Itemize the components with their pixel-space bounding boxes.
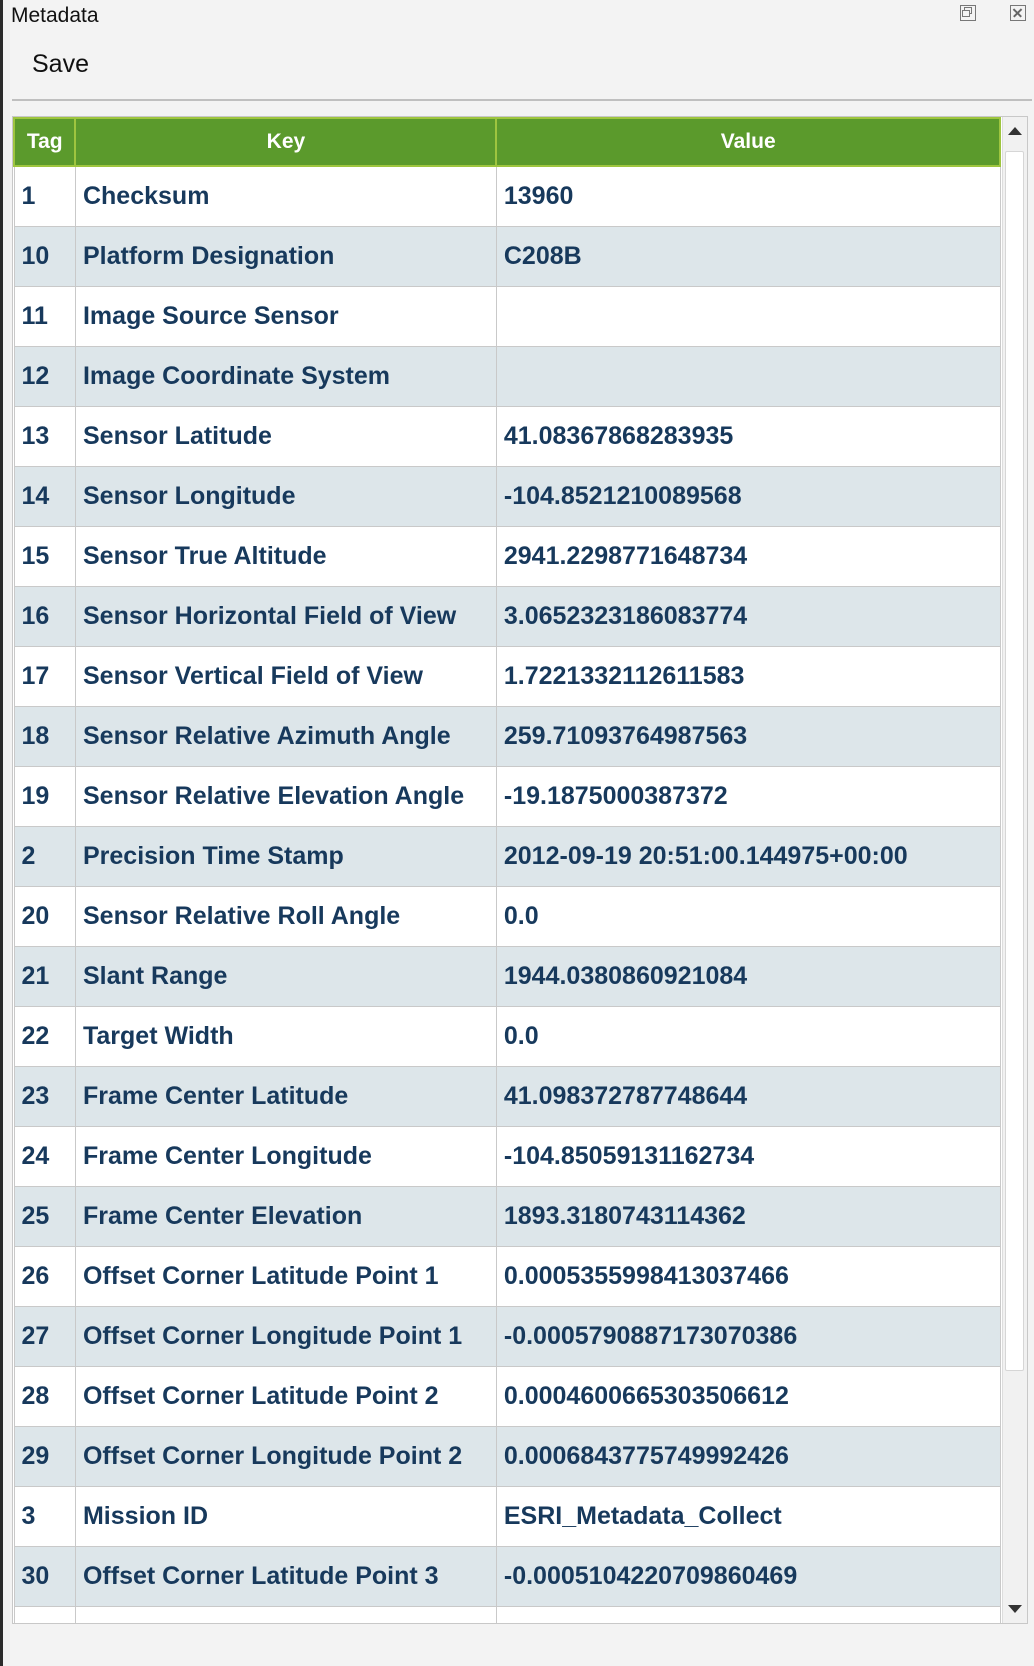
cell-key[interactable]: Sensor Latitude: [75, 407, 496, 467]
cell-key[interactable]: Mission ID: [75, 1487, 496, 1547]
cell-tag[interactable]: 3: [14, 1487, 75, 1547]
cell-value[interactable]: C208B: [496, 227, 1000, 287]
cell-tag[interactable]: 18: [14, 707, 75, 767]
column-header-key[interactable]: Key: [75, 118, 496, 166]
cell-value[interactable]: 0.0005355998413037466: [496, 1247, 1000, 1307]
cell-tag[interactable]: 26: [14, 1247, 75, 1307]
cell-tag[interactable]: 22: [14, 1007, 75, 1067]
window-left-edge: [0, 0, 3, 1666]
table-row[interactable]: [14, 1067, 1000, 1127]
metadata-table: [13, 117, 1001, 1624]
title-bar: [3, 0, 1034, 32]
cell-tag[interactable]: 25: [14, 1187, 75, 1247]
table-row[interactable]: [14, 887, 1000, 947]
cell-key[interactable]: Offset Corner Longitude Point 2: [75, 1427, 496, 1487]
table-row[interactable]: [14, 587, 1000, 647]
table-row[interactable]: [14, 827, 1000, 887]
cell-key[interactable]: Checksum: [75, 166, 496, 227]
table-row[interactable]: [14, 1427, 1000, 1487]
cell-key[interactable]: Precision Time Stamp: [75, 827, 496, 887]
table-row[interactable]: [14, 767, 1000, 827]
cell-key[interactable]: Sensor Relative Roll Angle: [75, 887, 496, 947]
table-header-row: [14, 118, 1000, 166]
cell-key[interactable]: Sensor Longitude: [75, 467, 496, 527]
cell-tag[interactable]: 16: [14, 587, 75, 647]
cell-key[interactable]: Slant Range: [75, 947, 496, 1007]
cell-value[interactable]: 0.0004600665303506612: [496, 1367, 1000, 1427]
table-row[interactable]: [14, 347, 1000, 407]
cell-value[interactable]: -0.0005104220709860469: [496, 1547, 1000, 1607]
table-row[interactable]: [14, 707, 1000, 767]
cell-value[interactable]: 2012-09-19 20:51:00.144975+00:00: [496, 827, 1000, 887]
table-row[interactable]: [14, 647, 1000, 707]
cell-tag[interactable]: 1: [14, 166, 75, 227]
table-row[interactable]: [14, 947, 1000, 1007]
cell-key[interactable]: Sensor Relative Azimuth Angle: [75, 707, 496, 767]
table-row[interactable]: [14, 1487, 1000, 1547]
cell-tag[interactable]: 11: [14, 287, 75, 347]
cell-value[interactable]: 41.08367868283935: [496, 407, 1000, 467]
cell-value[interactable]: 1944.0380860921084: [496, 947, 1000, 1007]
cell-tag[interactable]: 21: [14, 947, 75, 1007]
cell-value[interactable]: [496, 287, 1000, 347]
cell-key[interactable]: Image Source Sensor: [75, 287, 496, 347]
cell-key[interactable]: Sensor Vertical Field of View: [75, 647, 496, 707]
cell-key[interactable]: Frame Center Longitude: [75, 1127, 496, 1187]
cell-tag[interactable]: 15: [14, 527, 75, 587]
cell-value[interactable]: -104.8521210089568: [496, 467, 1000, 527]
restore-window-icon[interactable]: [960, 5, 976, 21]
table-row[interactable]: [14, 1127, 1000, 1187]
cell-value[interactable]: 3.0652323186083774: [496, 587, 1000, 647]
scroll-up-icon[interactable]: [1008, 127, 1022, 135]
table-row[interactable]: [14, 1607, 1000, 1625]
table-row[interactable]: [14, 1247, 1000, 1307]
table-row[interactable]: [14, 1187, 1000, 1247]
save-button[interactable]: Save: [32, 50, 89, 78]
cell-tag[interactable]: 27: [14, 1307, 75, 1367]
cell-value[interactable]: [496, 1607, 1000, 1625]
scrollbar-thumb[interactable]: [1005, 151, 1024, 1371]
table-row[interactable]: [14, 227, 1000, 287]
table-row[interactable]: [14, 287, 1000, 347]
table-row[interactable]: [14, 1367, 1000, 1427]
window-title: Metadata: [11, 4, 99, 27]
cell-tag[interactable]: 13: [14, 407, 75, 467]
cell-tag[interactable]: 24: [14, 1127, 75, 1187]
cell-key[interactable]: Offset Corner Latitude Point 1: [75, 1247, 496, 1307]
cell-tag[interactable]: 23: [14, 1067, 75, 1127]
cell-value[interactable]: [496, 347, 1000, 407]
cell-tag[interactable]: 20: [14, 887, 75, 947]
scroll-down-icon[interactable]: [1008, 1605, 1022, 1613]
cell-tag[interactable]: 2: [14, 827, 75, 887]
cell-value[interactable]: -19.1875000387372: [496, 767, 1000, 827]
cell-key[interactable]: Sensor True Altitude: [75, 527, 496, 587]
cell-tag[interactable]: 17: [14, 647, 75, 707]
cell-key[interactable]: [75, 1607, 496, 1625]
cell-value[interactable]: 0.0006843775749992426: [496, 1427, 1000, 1487]
cell-key[interactable]: Platform Designation: [75, 227, 496, 287]
cell-value[interactable]: 1893.3180743114362: [496, 1187, 1000, 1247]
toolbar-divider: [12, 99, 1032, 101]
cell-tag[interactable]: [14, 1607, 75, 1625]
cell-value[interactable]: 0.0: [496, 887, 1000, 947]
cell-tag[interactable]: 19: [14, 767, 75, 827]
cell-key[interactable]: Offset Corner Latitude Point 2: [75, 1367, 496, 1427]
cell-tag[interactable]: 14: [14, 467, 75, 527]
cell-value[interactable]: -0.0005790887173070386: [496, 1307, 1000, 1367]
table-row[interactable]: [14, 527, 1000, 587]
cell-key[interactable]: Sensor Horizontal Field of View: [75, 587, 496, 647]
cell-value[interactable]: 2941.2298771648734: [496, 527, 1000, 587]
cell-value[interactable]: 13960: [496, 166, 1000, 227]
vertical-scrollbar[interactable]: [1002, 117, 1027, 1623]
cell-value[interactable]: 259.71093764987563: [496, 707, 1000, 767]
close-window-icon[interactable]: [1010, 5, 1026, 21]
cell-value[interactable]: 0.0: [496, 1007, 1000, 1067]
cell-key[interactable]: Frame Center Latitude: [75, 1067, 496, 1127]
cell-tag[interactable]: 10: [14, 227, 75, 287]
cell-tag[interactable]: 29: [14, 1427, 75, 1487]
cell-value[interactable]: 41.098372787748644: [496, 1067, 1000, 1127]
column-header-tag[interactable]: Tag: [14, 118, 75, 166]
cell-value[interactable]: 1.7221332112611583: [496, 647, 1000, 707]
column-header-value[interactable]: Value: [496, 118, 1000, 166]
table-row[interactable]: [14, 407, 1000, 467]
cell-value[interactable]: -104.85059131162734: [496, 1127, 1000, 1187]
table-row[interactable]: [14, 467, 1000, 527]
cell-tag[interactable]: 30: [14, 1547, 75, 1607]
cell-tag[interactable]: 28: [14, 1367, 75, 1427]
cell-key[interactable]: Image Coordinate System: [75, 347, 496, 407]
cell-tag[interactable]: 12: [14, 347, 75, 407]
cell-key[interactable]: Offset Corner Latitude Point 3: [75, 1547, 496, 1607]
table-row[interactable]: [14, 1307, 1000, 1367]
cell-key[interactable]: Sensor Relative Elevation Angle: [75, 767, 496, 827]
cell-value[interactable]: ESRI_Metadata_Collect: [496, 1487, 1000, 1547]
metadata-table-container: [12, 116, 1028, 1624]
cell-key[interactable]: Offset Corner Longitude Point 1: [75, 1307, 496, 1367]
table-row[interactable]: [14, 166, 1000, 227]
cell-key[interactable]: Frame Center Elevation: [75, 1187, 496, 1247]
cell-key[interactable]: Target Width: [75, 1007, 496, 1067]
table-row[interactable]: [14, 1007, 1000, 1067]
table-row[interactable]: [14, 1547, 1000, 1607]
